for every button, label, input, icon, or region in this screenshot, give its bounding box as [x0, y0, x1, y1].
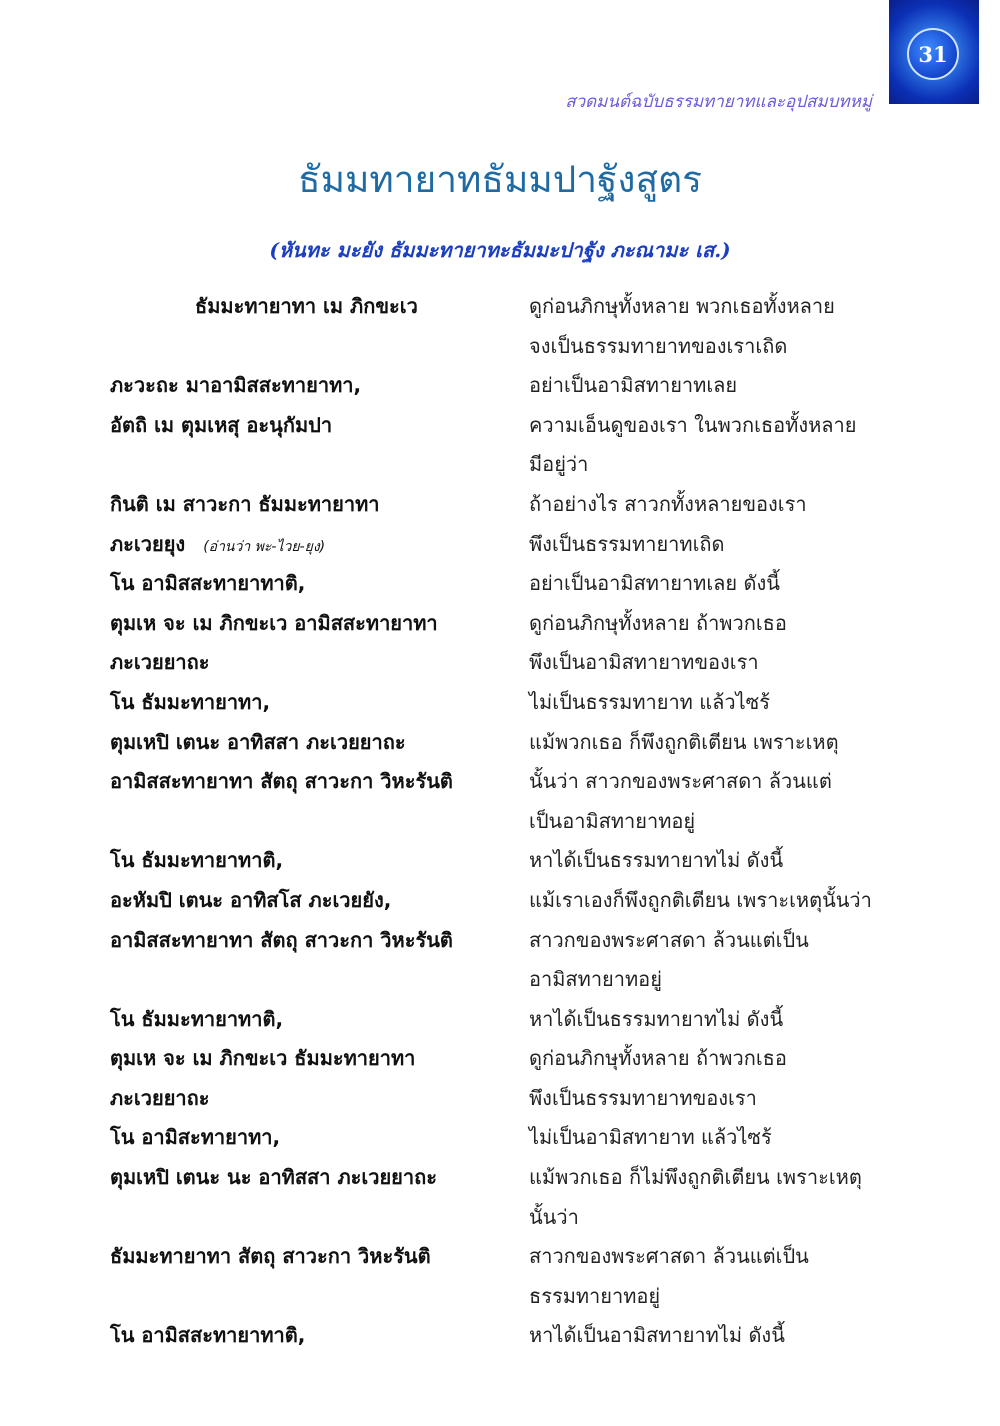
pali-line [110, 686, 510, 718]
thai-translation: หาได้เป็นธรรมทายาทไม่ ดังนี้ [529, 848, 784, 873]
verse-row [0, 999, 1000, 1039]
verse-row [0, 880, 1000, 920]
verse-row [0, 1117, 1000, 1157]
pali-line [110, 1042, 510, 1074]
pali-line [110, 567, 510, 599]
pali-text: ธัมมะทายาทา เม ภิกขะเว [195, 294, 418, 318]
verse-row [0, 326, 1000, 366]
pali-line [110, 607, 510, 639]
pali-line [110, 1319, 510, 1351]
thai-translation: อย่าเป็นอามิสทายาทเลย [529, 373, 738, 398]
thai-translation: ดูก่อนภิกษุทั้งหลาย ถ้าพวกเธอ [529, 610, 787, 635]
pali-line [110, 1161, 510, 1193]
thai-translation: จงเป็นธรรมทายาทของเราเถิด [529, 333, 788, 358]
verse-row [0, 524, 1000, 564]
pali-line [110, 726, 510, 758]
verse-row [0, 1236, 1000, 1276]
verse-row [0, 920, 1000, 960]
verse-row [0, 642, 1000, 682]
verse-row [0, 682, 1000, 722]
thai-translation: ความเอ็นดูของเรา ในพวกเธอทั้งหลาย [529, 412, 857, 437]
pali-text: โน อามิสสะทายาทาติ, [110, 571, 306, 596]
thai-translation: สาวกของพระศาสดา ล้วนแต่เป็น [529, 1244, 809, 1269]
page-number-badge [889, 0, 979, 104]
verse-row [0, 761, 1000, 801]
pali-line [110, 409, 510, 441]
verse-row [0, 1315, 1000, 1355]
pali-line [110, 1121, 510, 1153]
thai-translation: ดูก่อนภิกษุทั้งหลาย พวกเธอทั้งหลาย [529, 294, 835, 318]
thai-translation: สาวกของพระศาสดา ล้วนแต่เป็น [529, 927, 809, 952]
pali-text: อามิสสะทายาทา สัตถุ สาวะกา วิหะรันติ [110, 927, 453, 952]
pali-text: ภะเวยยาถะ [110, 1085, 210, 1110]
pali-line [110, 1240, 510, 1272]
verse-row [0, 484, 1000, 524]
verse-row [0, 801, 1000, 841]
pronunciation-note: (อ่านว่า พะ-ไวย-ยุง) [203, 538, 326, 555]
pali-text: ภะเวยยาถะ [110, 650, 210, 675]
pali-text: ตุมเหปิ เตนะ อาทิสสา ภะเวยยาถะ [110, 729, 406, 754]
pali-text: อะหัมปิ เตนะ อาทิสโส ภะเวยยัง, [110, 887, 392, 912]
verse-row [0, 405, 1000, 445]
pali-text: ตุมเหปิ เตนะ นะ อาทิสสา ภะเวยยาถะ [110, 1165, 437, 1190]
verse-row [0, 365, 1000, 405]
pali-line [110, 844, 510, 876]
page-title: ธัมมทายาทธัมมปาฐังสูตร [298, 158, 702, 201]
pali-text: ธัมมะทายาทา สัตถุ สาวะกา วิหะรันติ [110, 1244, 431, 1269]
verse-row [0, 603, 1000, 643]
thai-translation: นั้นว่า สาวกของพระศาสดา ล้วนแต่ [529, 769, 832, 794]
pali-line [110, 646, 510, 678]
verse-row [0, 563, 1000, 603]
thai-translation: หาได้เป็นธรรมทายาทไม่ ดังนี้ [529, 1006, 784, 1031]
pali-line [110, 1003, 510, 1035]
pali-line [110, 924, 510, 956]
verse-row [0, 722, 1000, 762]
thai-translation: อามิสทายาทอยู่ [529, 967, 662, 992]
thai-translation: นั้นว่า [529, 1204, 579, 1229]
pali-text: กินติ เม สาวะกา ธัมมะทายาทา [110, 491, 380, 516]
thai-translation: ถ้าอย่างไร สาวกทั้งหลายของเรา [529, 491, 807, 516]
pali-line [110, 765, 510, 797]
thai-translation: ไม่เป็นอามิสทายาท แล้วไซร้ [529, 1125, 772, 1150]
thai-translation: พึงเป็นธรรมทายาทเถิด [529, 531, 725, 556]
verse-row [0, 1038, 1000, 1078]
pali-line [110, 1082, 510, 1114]
thai-translation: ดูก่อนภิกษุทั้งหลาย ถ้าพวกเธอ [529, 1046, 787, 1071]
pali-text: โน อามิสะทายาทา, [110, 1125, 281, 1150]
verse-row [0, 1078, 1000, 1118]
thai-translation: เป็นอามิสทายาทอยู่ [529, 808, 696, 833]
thai-translation: พึงเป็นอามิสทายาทของเรา [529, 650, 759, 675]
chant-invitation: (หันทะ มะยัง ธัมมะทายาทะธัมมะปาฐัง ภะณามะ เส.) [269, 238, 731, 262]
pali-text: โน ธัมมะทายาทาติ, [110, 848, 284, 873]
thai-translation: พึงเป็นธรรมทายาทของเรา [529, 1085, 757, 1110]
pali-text: อามิสสะทายาทา สัตถุ สาวะกา วิหะรันติ [110, 769, 453, 794]
pali-text: ภะเวยยุง [110, 531, 186, 556]
running-header: สวดมนต์ฉบับธรรมทายาทและอุปสมบทหมู่ [565, 92, 872, 112]
pali-text: ตุมเห จะ เม ภิกขะเว ธัมมะทายาทา [110, 1046, 416, 1071]
pali-text: อัตถิ เม ตุมเหสุ อะนุกัมปา [110, 412, 333, 437]
verse-list [0, 286, 1000, 1355]
pali-text: ตุมเห จะ เม ภิกขะเว อามิสสะทายาทา [110, 610, 438, 635]
thai-translation: มีอยู่ว่า [529, 452, 589, 477]
verse-row [0, 840, 1000, 880]
pali-line [110, 884, 510, 916]
thai-translation: หาได้เป็นอามิสทายาทไม่ ดังนี้ [529, 1323, 785, 1348]
thai-translation: ไม่เป็นธรรมทายาท แล้วไซร้ [529, 689, 770, 714]
pali-line [110, 488, 510, 520]
verse-row [0, 444, 1000, 484]
pali-line [110, 369, 510, 401]
thai-translation: อย่าเป็นอามิสทายาทเลย ดังนี้ [529, 571, 780, 596]
thai-translation: แม้พวกเธอ ก็ไม่พึงถูกติเตียน เพราะเหตุ [529, 1165, 862, 1190]
pali-text: โน ธัมมะทายาทาติ, [110, 1006, 284, 1031]
verse-row [0, 1157, 1000, 1197]
thai-translation: แม้พวกเธอ ก็พึงถูกติเตียน เพราะเหตุ [529, 729, 839, 754]
pali-line [110, 528, 510, 560]
pali-text: โน อามิสสะทายาทาติ, [110, 1323, 306, 1348]
pali-text: ภะวะถะ มาอามิสสะทายาทา, [110, 373, 362, 398]
pali-text: โน ธัมมะทายาทา, [110, 689, 271, 714]
verse-row [0, 959, 1000, 999]
thai-translation: แม้เราเองก็พึงถูกติเตียน เพราะเหตุนั้นว่า [529, 887, 872, 912]
page-number: 31 [907, 28, 959, 80]
verse-row [0, 286, 1000, 326]
verse-row [0, 1276, 1000, 1316]
verse-row [0, 1197, 1000, 1237]
thai-translation: ธรรมทายาทอยู่ [529, 1283, 661, 1308]
